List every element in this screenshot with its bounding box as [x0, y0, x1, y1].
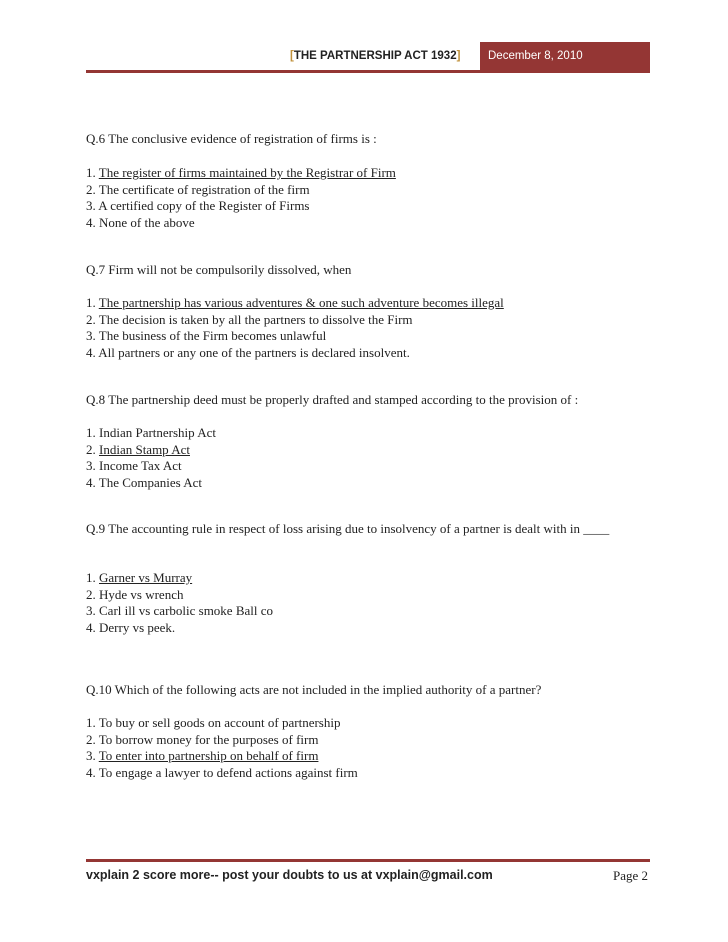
option-text: All partners or any one of the partners is declared insolvent. [98, 344, 410, 360]
option-number: 2. [86, 441, 99, 457]
option-number: 1. [86, 295, 99, 310]
option-number: 2. [86, 731, 99, 747]
header-title [290, 50, 460, 62]
option-text: Indian Partnership Act [99, 425, 216, 440]
option-item [86, 295, 504, 312]
option-item [86, 620, 273, 637]
header-date: December 8, 2010 [480, 42, 650, 70]
correct-answer: To enter into partnership on behalf of firm [98, 748, 319, 763]
option-text: A certified copy of the Register of Firms [98, 198, 310, 213]
option-item [86, 458, 216, 475]
option-text: The business of the Firm becomes unlawful [98, 328, 327, 343]
option-text: The certificate of registration of the firm [98, 181, 310, 197]
option-text: To borrow money for the purposes of firm [98, 731, 319, 747]
option-number: 3. [86, 198, 99, 213]
option-number: 4. [86, 619, 99, 635]
header-bracket-close: ] [456, 50, 461, 62]
option-item [86, 312, 504, 329]
option-item [86, 570, 273, 587]
question-text: Q.10 Which of the following acts are not included in the implied authority of a partner? [86, 682, 542, 697]
option-number: 2. [86, 311, 99, 327]
options-list [86, 715, 358, 781]
option-text: Income Tax Act [99, 458, 182, 473]
footer-text: vxplain 2 score more-- post your doubts to us at vxplain@gmail.com [86, 868, 493, 882]
options-list [86, 295, 504, 361]
option-item [86, 765, 358, 782]
option-item [86, 182, 396, 199]
option-number: 1. [86, 570, 99, 585]
header-bracket-open: [ [290, 50, 294, 62]
option-item [86, 732, 358, 749]
option-number: 1. [86, 165, 99, 180]
option-number: 2. [86, 181, 99, 197]
option-number: 1. [86, 715, 99, 730]
option-number: 3. [86, 328, 99, 343]
option-text: None of the above [99, 214, 195, 230]
option-number: 3. [86, 603, 99, 618]
option-item [86, 165, 396, 182]
option-number: 4. [86, 344, 99, 360]
option-item [86, 198, 396, 215]
option-item [86, 345, 504, 362]
correct-answer: The partnership has various adventures & one such adventure becomes illegal [98, 295, 504, 310]
option-item [86, 748, 358, 765]
option-item [86, 475, 216, 492]
correct-answer: The register of firms maintained by the Registrar of Firm [98, 165, 396, 180]
option-number: 4. [86, 764, 99, 780]
option-item [86, 587, 273, 604]
options-list [86, 570, 273, 636]
option-number: 2. [86, 586, 99, 602]
option-item [86, 328, 504, 345]
question-text: Q.9 The accounting rule in respect of loss arising due to insolvency of a partner is dealt with in ____ [86, 521, 610, 536]
option-item [86, 715, 358, 732]
option-text: Carl ill vs carbolic smoke Ball co [99, 603, 274, 618]
options-list [86, 165, 396, 231]
option-number: 4. [86, 474, 99, 490]
option-item [86, 425, 216, 442]
option-number: 3. [86, 748, 99, 763]
footer-divider [86, 859, 650, 862]
question-text: Q.8 The partnership deed must be properly drafted and stamped according to the provision of : [86, 392, 579, 407]
header-title-text: THE PARTNERSHIP ACT 1932 [293, 50, 457, 62]
header-divider [86, 70, 650, 73]
option-number: 3. [86, 458, 99, 473]
options-list [86, 425, 216, 491]
page-number: Page 2 [612, 868, 648, 883]
question-text: Q.7 Firm will not be compulsorily dissolved, when [86, 262, 352, 277]
option-number: 4. [86, 214, 99, 230]
option-text: To engage a lawyer to defend actions against firm [98, 764, 358, 780]
correct-answer: Indian Stamp Act [99, 441, 190, 457]
option-number: 1. [86, 425, 99, 440]
option-text: The decision is taken by all the partners to dissolve the Firm [98, 311, 413, 327]
question-text: Q.6 The conclusive evidence of registration of firms is : [86, 131, 377, 146]
option-item [86, 603, 273, 620]
correct-answer: Garner vs Murray [99, 570, 193, 585]
option-item [86, 442, 216, 459]
option-text: Hyde vs wrench [99, 586, 184, 602]
option-text: The Companies Act [98, 474, 203, 490]
page-header [86, 42, 650, 70]
option-item [86, 215, 396, 232]
option-text: Derry vs peek. [99, 619, 176, 635]
option-text: To buy or sell goods on account of partnership [98, 715, 341, 730]
